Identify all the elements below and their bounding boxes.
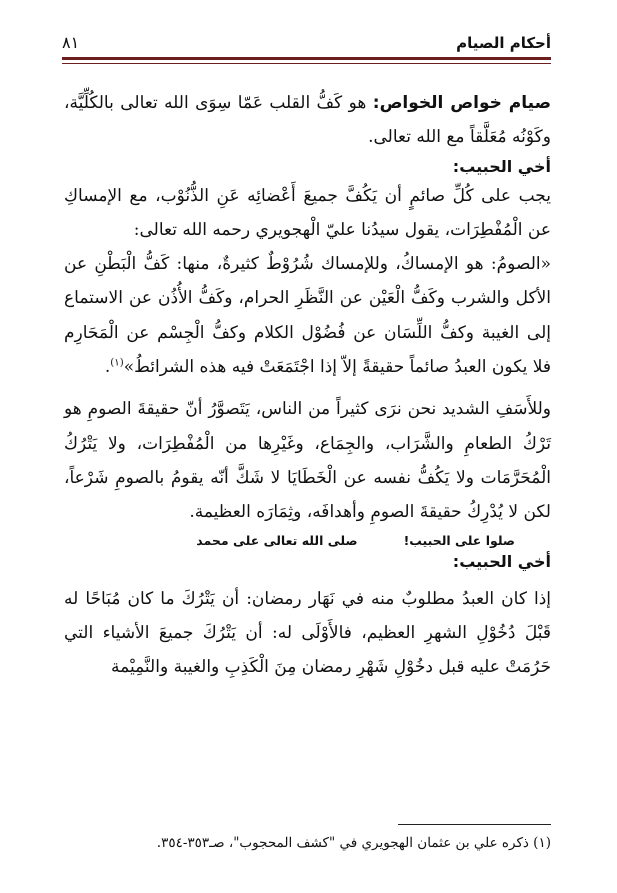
salawat-call: صلوا على الحبيب! [403, 532, 515, 548]
salawat-line [64, 532, 551, 550]
paragraph-gap [64, 574, 551, 582]
salawat-response: صلى الله تعالى على محمد [196, 532, 358, 548]
header-rule-thin [62, 63, 551, 64]
footnote: (١) ذكره علي بن عثمان الهجويري في "كشف المحجوب"، صـ٣٥٣-٣٥٤. [156, 835, 551, 851]
running-title: أحكام الصيام [456, 34, 551, 52]
section-heading: أخي الحبيب: [452, 156, 551, 176]
paragraph-text: هو كَفُّ القلب عَمّا سِوَى الله تعالى بالكُلِّيَّة، وكَوْنُه مُعَلَّقاً مع الله تعالى. [64, 93, 551, 148]
footnote-reference: (١) [110, 357, 124, 369]
paragraph-quote [64, 247, 551, 384]
page-number: ٨١ [62, 33, 80, 52]
paragraph-fasting-elite [64, 86, 551, 155]
section-heading: أخي الحبيب: [452, 551, 551, 571]
header-rule-thick [62, 57, 551, 60]
paragraph-ramadan: إذا كان العبدُ مطلوبٌ منه في نَهَار رمضان: أن يَتْرُكَ ما كان مُبَاحًا له قَبْلَ دُخُوْلِ الشهرِ العظيم، فالأَوْلَى له: أن يَتْرُكَ جميعَ الأشياء التي حَرُمَتْ عليه قبل دخُوْلِ شَهْرِ رمضان مِنَ الْكَذِبِ والغيبة والنَّمِيْمة [64, 588, 551, 678]
page-header [62, 22, 551, 52]
paragraph-gap [64, 384, 551, 392]
paragraph-lead: صيام خواص الخواص: [372, 93, 551, 113]
paragraph-abstaining: يجب على كُلِّ صائمٍ أن يَكُفَّ جميعَ أَعْضائِه عَنِ الذُّنُوْب، مع الإمساكِ عن الْمُفْطِرَات، يقول سيدُنا عليّ الْهجويري رحمه الله تعالى: [64, 185, 551, 240]
quote-text: «الصومُ: هو الإمساكُ، وللإمساك شُرُوْطٌ كثيرةٌ، منها: كَفُّ الْبَطْنِ عن الأكل والشرب وكَفُّ الْعَيْن عن النَّظَرِ الحرام، وكَفُّ الأُذُن عن الاستماع إلى الغيبة وكفُّ اللِّسَان عن فُضُوْل الكلام وكفُّ الْجِسْم عن الْمَحَارِم فلا يكون العبدُ صائماً حقيقةً إلاّ إذا اجْتَمَعَتْ فيه هذه الشرائطُ» [64, 254, 551, 378]
paragraph-regret: وللأَسَفِ الشديد نحن نرَى كثيراً من الناس، يَتَصوَّرُ أنّ حقيقةَ الصومِ هو تَرْكُ الطعامِ والشَّرَاب، والجِمَاع، وغَيْرِها من الْمُفْطِرَات، ولا يَتْرُكُ الْمُحَرَّمَات ولا يَكُفُّ نفسه عن الْخَطَايَا لا شَكَّ أنّه يقومُ بالصومِ شَرْعاً، لكن لا يُدْرِكُ حقيقةَ الصومِ وأهدافَه، وثِمَارَه العظيمة. [64, 399, 551, 523]
quote-end: . [104, 357, 111, 378]
footnote-rule [398, 824, 551, 825]
page-body [64, 86, 551, 684]
